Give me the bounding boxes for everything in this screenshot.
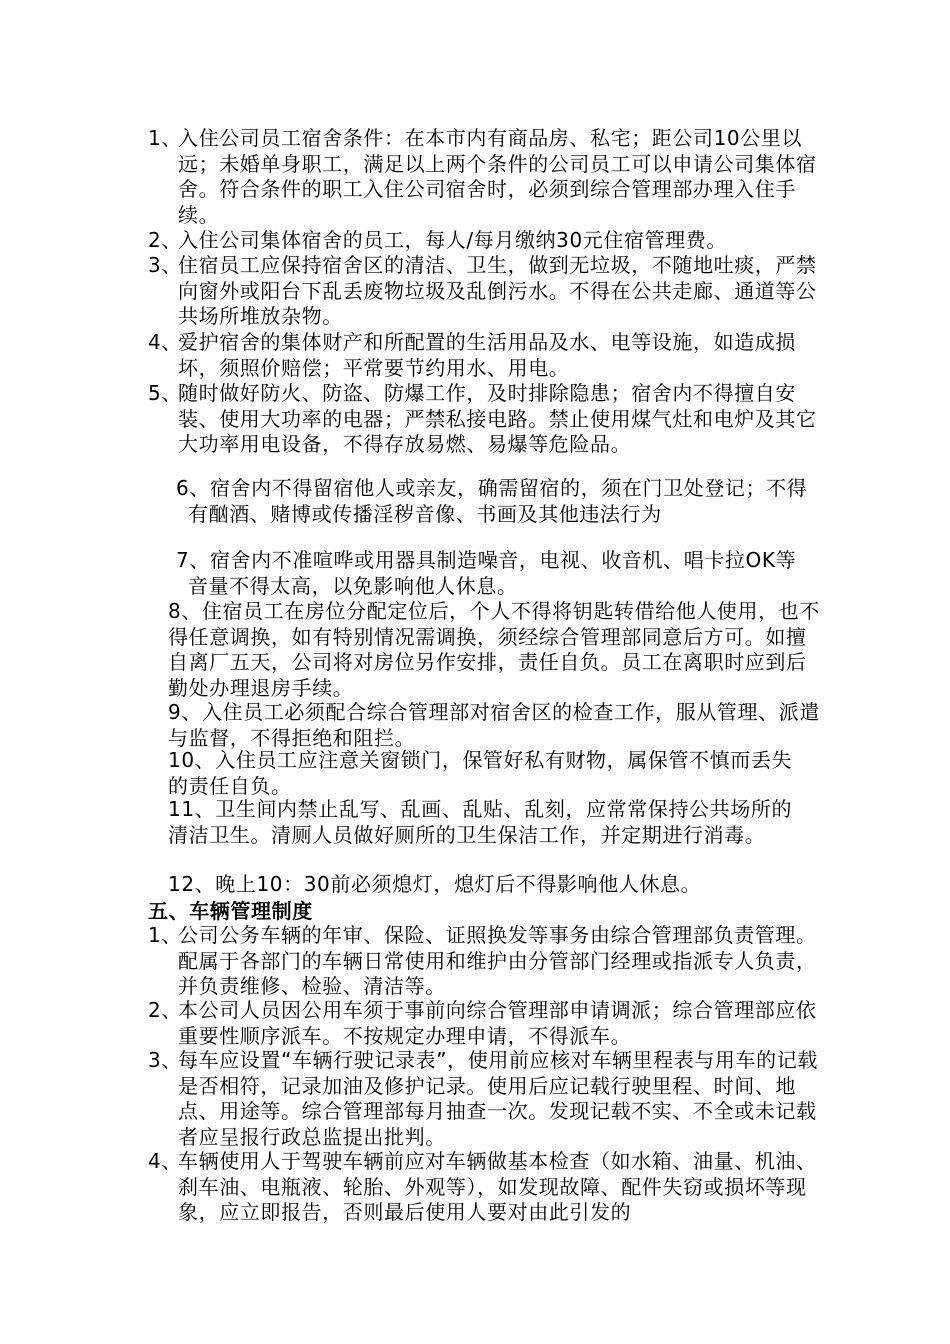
- dorm-rule-5: [148, 381, 820, 458]
- rule-text: 爱护宿舍的集体财产和所配置的生活用品及水、电等设施，如造成损坏，须照价赔偿；平常要节约用水、用电。: [178, 330, 796, 380]
- rule-text: 本公司人员因公用车须于事前向综合管理部申请调派；综合管理部应依重要性顺序派车。不按规定办理申请，不得派车。: [178, 998, 817, 1048]
- rule-number: 10、: [168, 748, 216, 772]
- rule-text: 卫生间内禁止乱写、乱画、乱贴、乱刻，应常常保持公共场所的清洁卫生。清厕人员做好厕所的卫生保洁工作，并定期进行消毒。: [168, 797, 793, 847]
- vehicle-rule-3: [148, 1048, 820, 1150]
- rule-text: 晚上10：30前必须熄灯，熄灯后不得影响他人休息。: [215, 872, 702, 896]
- dorm-rule-7: [178, 548, 810, 599]
- rule-number: 8、: [168, 599, 202, 623]
- rule-number: 4、: [148, 1149, 182, 1173]
- vehicle-rule-4: [148, 1149, 820, 1226]
- rule-number: 6、: [176, 476, 210, 500]
- vehicle-rule-1: [148, 923, 820, 1000]
- dorm-rule-10: [168, 748, 808, 799]
- rule-number: 2、: [148, 998, 182, 1022]
- rule-text: 宿舍内不得留宿他人或亲友，确需留宿的，须在门卫处登记；不得有酗酒、赌博或传播淫秽音像、书画及其他违法行为: [188, 476, 808, 526]
- vehicle-rule-2: [148, 998, 820, 1049]
- dorm-rule-2: [148, 228, 820, 254]
- rule-number: 7、: [176, 548, 210, 572]
- rule-text: 随时做好防火、防盗、防爆工作，及时排除隐患；宿舍内不得擅自安装、使用大功率的电器；严禁私接电路。禁止使用煤气灶和电炉及其它大功率用电设备，不得存放易燃、易爆等危险品。: [178, 381, 817, 456]
- rule-number: 3、: [148, 1048, 182, 1072]
- rule-text: 车辆使用人于驾驶车辆前应对车辆做基本检查（如水箱、油量、机油、刹车油、电瓶液、轮胎、外观等），如发现故障、配件失窃或损坏等现象，应立即报告，否则最后使用人要对由此引发的: [178, 1149, 817, 1224]
- rule-text: 公司公务车辆的年审、保险、证照换发等事务由综合管理部负责管理。配属于各部门的车辆日常使用和维护由分管部门经理或指派专人负责，并负责维修、检验、清洁等。: [178, 923, 817, 998]
- section-heading: 五、车辆管理制度: [148, 899, 313, 923]
- dorm-rule-4: [148, 330, 820, 381]
- rule-number: 9、: [168, 700, 202, 724]
- rule-number: 5、: [148, 381, 182, 405]
- dorm-rule-12: [168, 872, 808, 898]
- dorm-rule-1: [148, 126, 820, 228]
- rule-number: 4、: [148, 330, 182, 354]
- dorm-rule-9: [168, 700, 824, 751]
- rule-text: 住宿员工在房位分配定位后，个人不得将钥匙转借给他人使用，也不得任意调换，如有特别情况需调换，须经综合管理部同意后方可。如擅自离厂五天，公司将对房位另作安排，责任自负。员工在离职时应到后勤处办理退房手续。: [168, 599, 820, 700]
- dorm-rule-6: [178, 475, 810, 527]
- rule-text: 入住公司员工宿舍条件：在本市内有商品房、私宅；距公司10公里以远；未婚单身职工，满足以上两个条件的公司员工可以申请公司集体宿舍。符合条件的职工入住公司宿舍时，必须到综合管理部办理入住手续。: [178, 126, 817, 227]
- rule-text: 入住员工必须配合综合管理部对宿舍区的检查工作，服从管理、派遣与监督，不得拒绝和阻拦。: [168, 700, 820, 750]
- rule-number: 1、: [148, 923, 182, 947]
- rule-text: 住宿员工应保持宿舍区的清洁、卫生，做到无垃圾，不随地吐痰，严禁向窗外或阳台下乱丢废物垃圾及乱倒污水。不得在公共走廊、通道等公共场所堆放杂物。: [178, 253, 817, 328]
- rule-text: 入住员工应注意关窗锁门，保管好私有财物，属保管不慎而丢失的责任自负。: [168, 748, 793, 798]
- rule-number: 2、: [148, 228, 182, 252]
- rule-number: 1、: [148, 126, 182, 150]
- dorm-rule-11: [168, 797, 808, 848]
- dorm-rule-3: [148, 253, 820, 330]
- rule-text: 宿舍内不准喧哗或用器具制造噪音，电视、收音机、唱卡拉OK等音量不得太高，以免影响他人休息。: [188, 548, 797, 598]
- rule-number: 3、: [148, 253, 182, 277]
- dorm-rule-8: [168, 599, 820, 701]
- rule-number: 12、: [168, 872, 216, 896]
- rule-text: 入住公司集体宿舍的员工，每人/每月缴纳30元住宿管理费。: [178, 228, 727, 252]
- rule-number: 11、: [168, 797, 216, 821]
- rule-text: 每车应设置“车辆行驶记录表”，使用前应核对车辆里程表与用车的记载是否相符，记录加油及修护记录。使用后应记载行驶里程、时间、地点、用途等。综合管理部每月抽查一次。发现记载不实、不全或未记载者应呈报行政总监提出批判。: [178, 1048, 818, 1149]
